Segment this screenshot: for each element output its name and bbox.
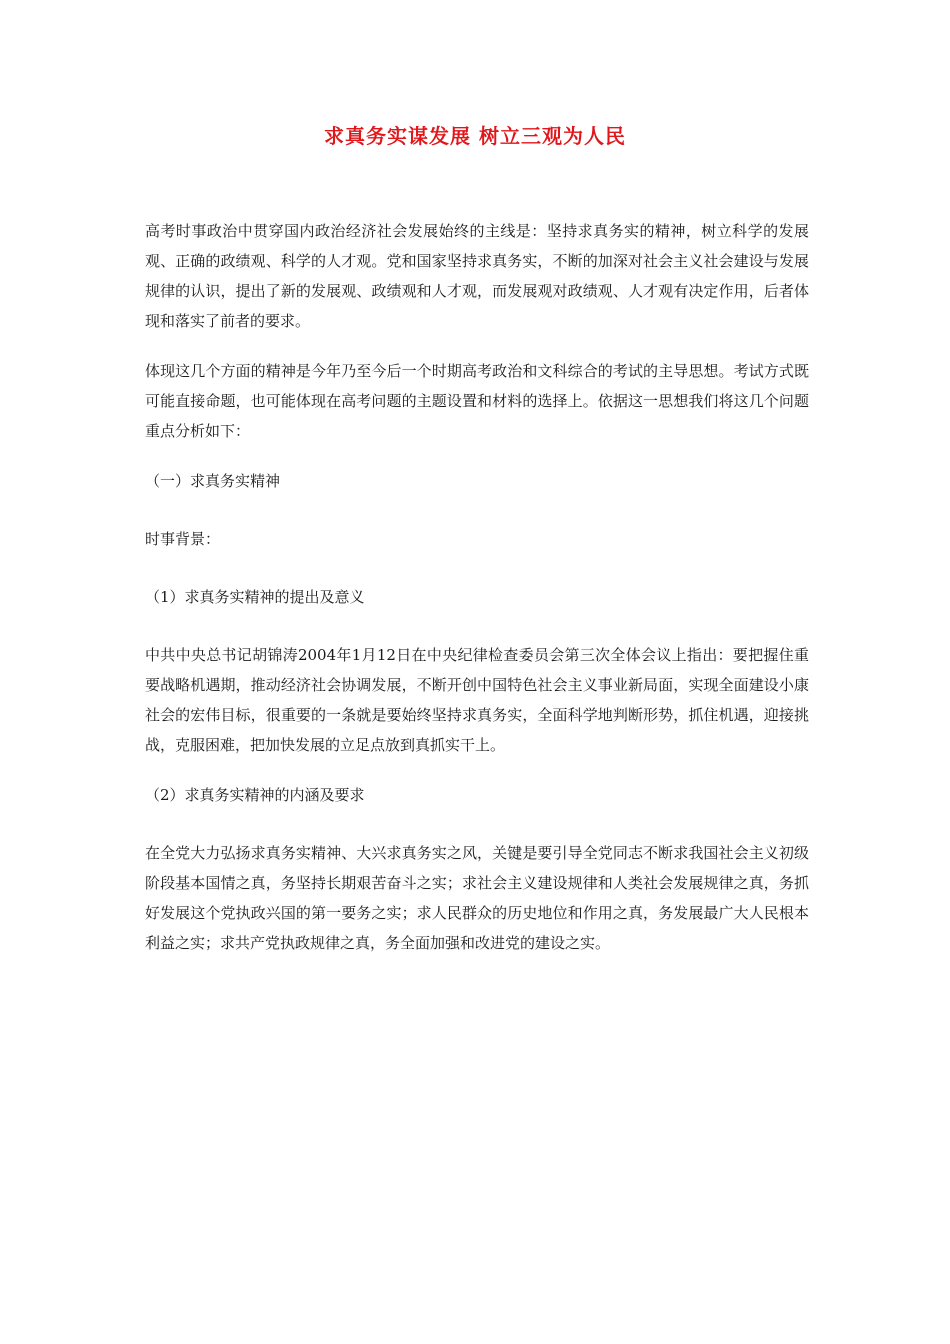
document-body	[145, 216, 809, 978]
speech-paragraph: 中共中央总书记胡锦涛2004年1月12日在中央纪律检查委员会第三次全体会议上指出：要把握住重要战略机遇期，推动经济社会协调发展，不断开创中国特色社会主义事业新局面，实现全面建设小康社会的宏伟目标，很重要的一条就是要始终坚持求真务实，全面科学地判断形势，抓住机遇，迎接挑战，克服困难，把加快发展的立足点放到真抓实干上。	[145, 646, 809, 754]
document-title: 求真务实谋发展 树立三观为人民	[324, 124, 626, 148]
exam-guidance-paragraph: 体现这几个方面的精神是今年乃至今后一个时期高考政治和文科综合的考试的主导思想。考试方式既可能直接命题，也可能体现在高考问题的主题设置和材料的选择上。依据这一思想我们将这几个问题重点分析如下：	[145, 362, 809, 440]
intro-paragraph: 高考时事政治中贯穿国内政治经济社会发展始终的主线是：坚持求真务实的精神，树立科学的发展观、正确的政绩观、科学的人才观。党和国家坚持求真务实，不断的加深对社会主义社会建设与发展规律的认识，提出了新的发展观、政绩观和人才观，而发展观对政绩观、人才观有决定作用，后者体现和落实了前者的要求。	[145, 222, 809, 330]
subheading-1: （1）求真务实精神的提出及意义	[145, 588, 365, 606]
connotation-paragraph: 在全党大力弘扬求真务实精神、大兴求真务实之风，关键是要引导全党同志不断求我国社会主义初级阶段基本国情之真，务坚持长期艰苦奋斗之实；求社会主义建设规律和人类社会发展规律之真，务抓好发展这个党执政兴国的第一要务之实；求人民群众的历史地位和作用之真，务发展最广大人民根本利益之实；求共产党执政规律之真，务全面加强和改进党的建设之实。	[145, 844, 809, 952]
section-heading-1: （一）求真务实精神	[145, 472, 281, 490]
background-label: 时事背景：	[145, 530, 221, 548]
subheading-2: （2）求真务实精神的内涵及要求	[145, 786, 365, 804]
